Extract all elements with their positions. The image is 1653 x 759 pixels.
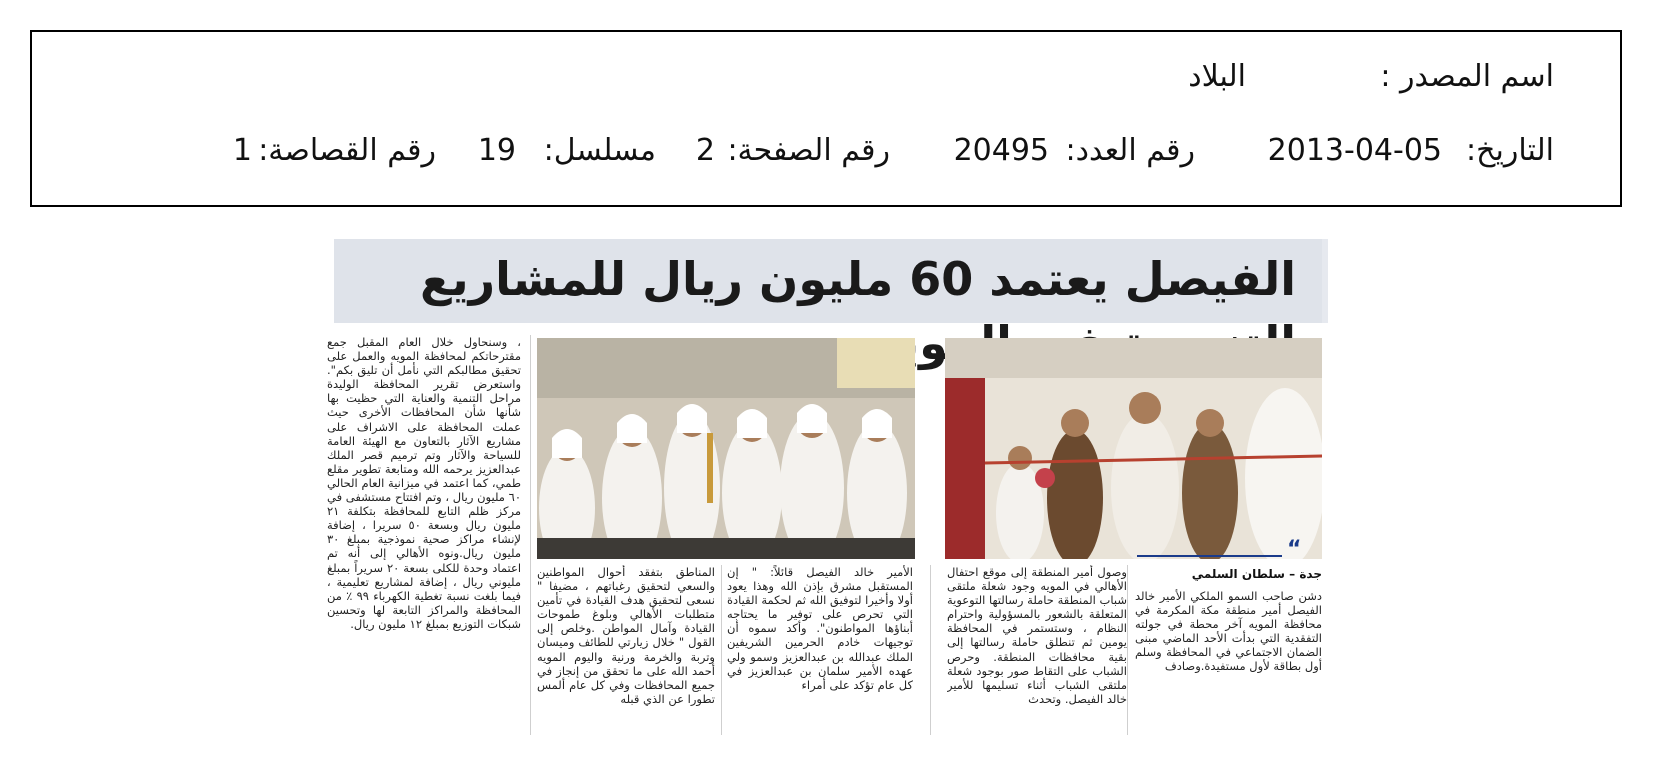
column-rule bbox=[721, 565, 722, 735]
group-photo-image bbox=[537, 338, 915, 559]
ribbon-photo-image bbox=[945, 338, 1322, 559]
column-text: الأمير خالد الفيصل قائلاً: " إن المستقبل مشرق بإذن الله وهذا يعود أولا وأخيرا لتوفيق الله ثم لحكمة القيادة التي تحرص على توفير ما يحتاجه أبناؤها المواطنون". وأكد سموه أن توجيهات خادم الحرمين الشريفين الملك عبدالله بن عبدالعزيز وسمو ولي عهده الأمير سلمان بن عبدالعزيز في كل عام تؤكد على أمراء bbox=[727, 565, 913, 692]
issue-value: 20495 bbox=[953, 133, 1049, 168]
article-column-1 bbox=[1135, 589, 1322, 735]
serial-label: مسلسل: bbox=[543, 133, 656, 168]
article-column-5 bbox=[327, 335, 521, 735]
page-label: رقم الصفحة: bbox=[727, 133, 890, 168]
date-value: 2013-04-05 bbox=[1267, 133, 1442, 168]
article-byline: جدة – سلطان السلمي bbox=[1191, 567, 1322, 581]
headline-band bbox=[334, 239, 1328, 370]
issue-label: رقم العدد: bbox=[1065, 133, 1195, 168]
column-rule bbox=[530, 335, 531, 735]
quote-mark-icon: “ bbox=[1287, 537, 1302, 562]
column-text: ، وسنحاول خلال العام المقبل جمع مقترحاتكم لمحافظة المويه والعمل على تحقيق مطالبكم التي نأمل أن تليق بكم". واستعرض تقرير المحافظة الوليدة مراحل التنمية والعناية التي حظيت بها شأنها شأن المحافظات الأخرى حيث عملت المحافظة على الاشراف على مشاريع الآثار بالتعاون مع الهيئة العامة للسياحة والآثار وتم ترميم قصر الملك عبدالعزيز يرحمه الله ومتابعة تطوير مقلع طمي، كما اعتمد في ميزانية العام الحالي ٦٠ مليون ريال ، وتم افتتاح مستشفى في مركز ظلم التابع للمحافظة بتكلفة ٢١ مليون ريال وبسعة ٥٠ سريرا ، إضافة لإنشاء مراكز صحية نموذجية بمبلغ ٣٠ مليون ريال.ونوه الأهالي إلى أنه تم اعتماد وحدة للكلى بسعة ٢٠ سريراً بمبلغ مليوني ريال ، إضافة لمشاريع تعليمية ، فيما بلغت نسبة تغطية الكهرباء ٩٩ ٪ من المحافظة والمراكز التابعة لها وتحسين شبكات التوزيع بمبلغ ١٢ مليون ريال. bbox=[327, 335, 521, 631]
source-value: البلاد bbox=[1188, 59, 1246, 94]
newspaper-clipping bbox=[327, 237, 1327, 745]
page-value: 2 bbox=[695, 133, 715, 168]
column-text: المناطق بتفقد أحوال المواطنين والسعي لتحقيق رغباتهم ، مضيفا " نسعى لتحقيق هدف القيادة في تأمين متطلبات الأهالي وبلوغ طموحات القيادة وآمال المواطن .وخلص إلى القول " خلال زيارتي للطائف وميسان وتربة والخرمة ورنية واليوم المويه أحمد الله على ما تحقق من إنجاز في جميع المحافظات وفي كل عام ألمس تطورا عن الذي قبله bbox=[537, 565, 715, 706]
clip-number-label: رقم القصاصة: bbox=[258, 133, 436, 168]
article-photo-group bbox=[537, 338, 915, 559]
date-label: التاريخ: bbox=[1466, 133, 1554, 168]
clip-number-value: 1 bbox=[232, 133, 252, 168]
clipping-info-box bbox=[30, 30, 1622, 207]
article-column-2 bbox=[947, 565, 1127, 733]
column-rule bbox=[1127, 565, 1128, 735]
byline-rule bbox=[1137, 555, 1282, 557]
article-photo-ribbon-cutting bbox=[945, 338, 1322, 559]
column-rule bbox=[930, 565, 931, 735]
source-label: اسم المصدر : bbox=[1380, 59, 1554, 94]
column-text: وصول أمير المنطقة إلى موقع احتفال الأهالي في المويه وجود شعلة ملتقى شباب المنطقة حاملة رسالتها التوعوية المتعلقة بالشعور بالمسؤولية واحترام النظام ، وستستمر في المحافظة يومين ثم تنطلق حاملة رسالتها إلى بقية محافظات المنطقة. وحرص الشباب على التقاط صور بوجود شعلة ملتقى الشباب أثناء تسليمها للأمير خالد الفيصل. وتحدث bbox=[947, 565, 1127, 706]
article-headline: الفيصل يعتمد 60 مليون ريال للمشاريع المويه bbox=[419, 252, 1296, 370]
serial-value: 19 bbox=[477, 133, 516, 168]
article-column-3 bbox=[727, 565, 913, 733]
column-text: دشن صاحب السمو الملكي الأمير خالد الفيصل أمير منطقة مكة المكرمة في محافظة المويه آخر محطة في جولته التفقدية التي بدأت الأحد الماضي مبنى الضمان الاجتماعي في المحافظة وسلم أول بطاقة لأول مستفيدة.وصادف bbox=[1135, 589, 1322, 674]
article-column-4 bbox=[537, 565, 715, 733]
